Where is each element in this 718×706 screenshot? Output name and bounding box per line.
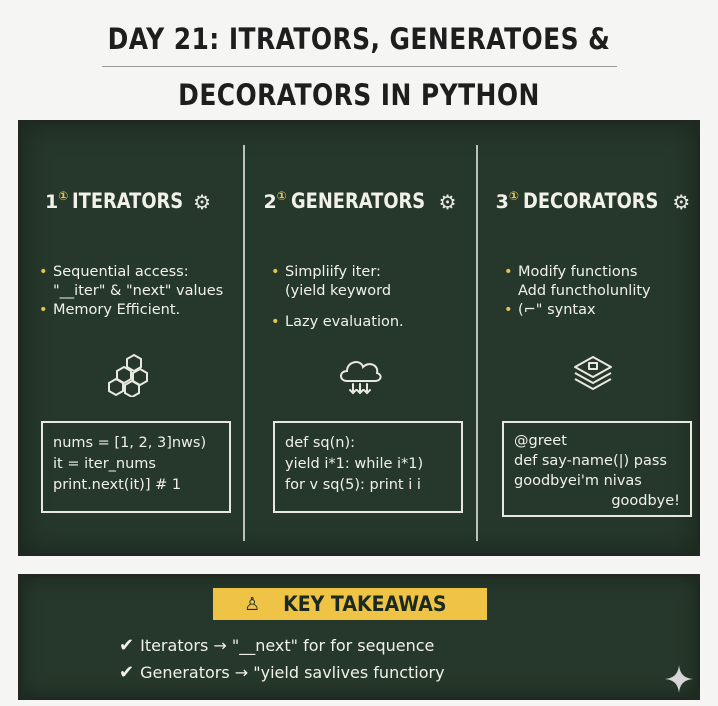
iterators-code-box	[41, 421, 231, 513]
iterators-heading	[15, 189, 241, 214]
code-line: def say-name(|) pass	[514, 453, 667, 469]
takeaway-text: Iterators → "__next" for for sequence	[140, 636, 435, 655]
section-title: DECORATORS	[523, 189, 659, 213]
generators-heading	[247, 189, 473, 214]
cloud-download-icon	[247, 353, 473, 401]
code-line: def sq(n):	[285, 435, 355, 451]
code-line: nums = [1, 2, 3]nws)	[53, 435, 207, 451]
section-title: GENERATORS	[290, 189, 425, 213]
list-item: • Lazy evaluation.	[271, 313, 471, 332]
key-takeaways-panel	[18, 574, 700, 700]
section-badge: ①	[508, 189, 520, 203]
hexagons-icon	[15, 353, 241, 401]
code-line: yield i*1: while i*1)	[285, 456, 424, 472]
decorators-heading	[480, 189, 706, 214]
generators-column	[247, 123, 473, 553]
section-number: 3	[495, 191, 509, 213]
list-item: • (⌐" syntax	[504, 301, 704, 320]
sparkle-icon	[664, 664, 694, 694]
key-takeaways-list	[119, 632, 445, 686]
section-title: ITERATORS	[72, 189, 184, 213]
list-item	[119, 659, 445, 686]
section-badge: ①	[276, 189, 287, 203]
key-takeaways-banner	[213, 588, 487, 620]
list-item: • Simpliify iter:	[271, 263, 471, 282]
list-item: "__iter" & "next" values	[53, 283, 224, 299]
list-item: • Modify functions	[504, 263, 704, 282]
code-line: for v sq(5): print i i	[285, 477, 421, 493]
decorators-column	[480, 123, 706, 553]
code-line: it = iter_nums	[53, 456, 156, 472]
takeaway-text: Generators → "yield savlives functiory	[140, 663, 445, 682]
iterators-column	[15, 123, 241, 553]
column-divider	[243, 145, 245, 541]
list-item: • Memory Efficient.	[39, 301, 239, 320]
chalkboard-panel	[18, 120, 700, 556]
key-takeaways-title: KEY TAKEAWAS	[283, 592, 447, 616]
list-item: Add functholunlity	[518, 283, 651, 299]
code-line: goodbye!	[611, 493, 680, 509]
gear-icon: ⚙	[438, 190, 457, 214]
gear-icon: ⚙	[672, 190, 691, 214]
gear-icon: ⚙	[193, 190, 212, 214]
generators-code-box	[273, 421, 463, 513]
list-item: • Sequential access:	[39, 263, 239, 282]
section-number: 2	[263, 191, 277, 213]
column-divider	[476, 145, 478, 541]
list-item: (yield keyword	[285, 283, 392, 299]
title-divider	[102, 66, 617, 67]
code-line: goodbyei'm nivas	[514, 473, 642, 489]
list-item	[119, 632, 445, 659]
checkmark-icon: ✔	[119, 662, 135, 683]
section-badge: ①	[58, 189, 69, 203]
generators-bullets	[271, 263, 471, 332]
decorators-code-box	[502, 421, 692, 517]
page-title-line-1: DAY 21: ITRATORS, GENERATOES &	[107, 22, 611, 56]
code-line: @greet	[514, 433, 567, 449]
code-line: print.next(it)] # 1	[53, 477, 182, 493]
iterators-bullets	[39, 263, 239, 320]
decorators-bullets	[504, 263, 704, 320]
stacked-layers-icon	[480, 353, 706, 401]
page-title-line-2: DECORATORS IN PYTHON	[178, 78, 540, 112]
checkmark-icon: ✔	[119, 635, 135, 656]
section-number: 1	[44, 191, 59, 213]
lightbulb-icon: ♙	[244, 593, 261, 615]
